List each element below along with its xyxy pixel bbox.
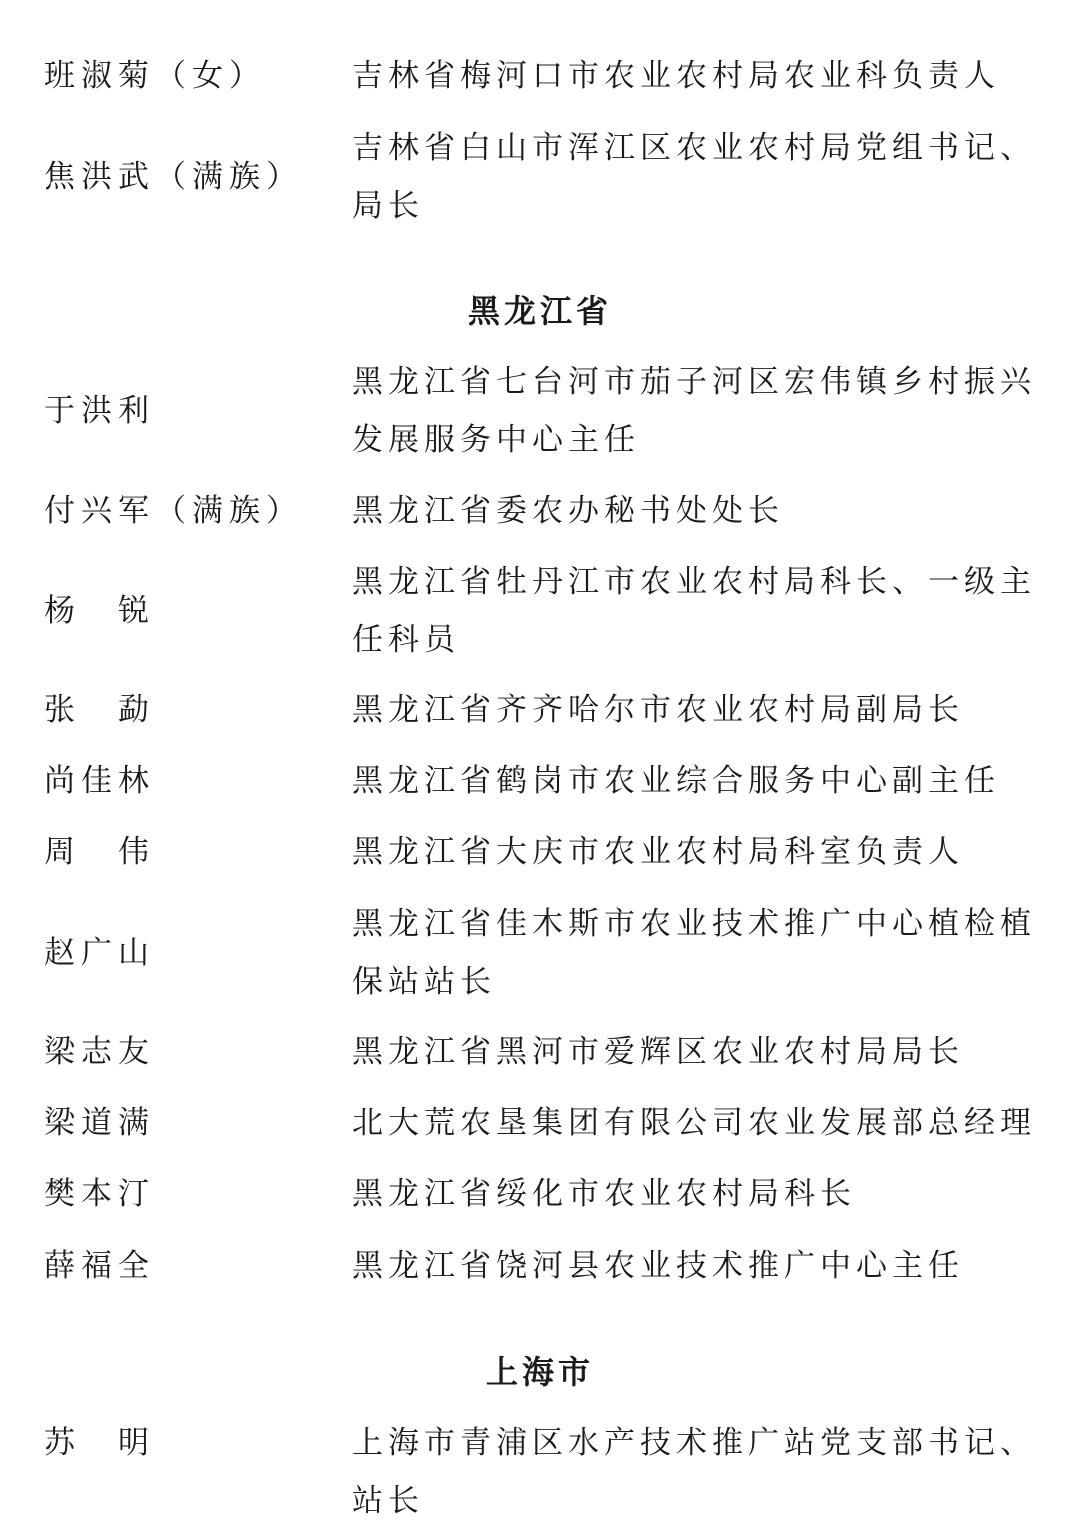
person-duty: 黑龙江省牡丹江市农业农村局科长、一级主任科员 — [352, 564, 1036, 658]
person-name: 班淑菊（女） — [44, 58, 266, 94]
person-name: 杨 锐 — [44, 593, 155, 629]
person-duty: 黑龙江省黑河市爱辉区农业农村局局长 — [352, 1034, 964, 1070]
person-duty: 黑龙江省佳木斯市农业技术推广中心植检植保站站长 — [352, 906, 1036, 1000]
person-duty: 吉林省白山市浑江区农业农村局党组书记、局长 — [352, 130, 1036, 224]
person-duty: 吉林省梅河口市农业农村局农业科负责人 — [352, 58, 1000, 94]
person-name: 周 伟 — [44, 834, 155, 870]
person-name: 于洪利 — [44, 393, 155, 429]
person-name: 尚佳林 — [44, 763, 155, 799]
person-name: 梁道满 — [44, 1105, 155, 1141]
person-name: 梁志友 — [44, 1034, 155, 1070]
person-duty: 北大荒农垦集团有限公司农业发展部总经理 — [352, 1105, 1036, 1141]
person-duty: 黑龙江省大庆市农业农村局科室负责人 — [352, 834, 964, 870]
person-name: 苏 明 — [44, 1425, 155, 1461]
person-duty: 黑龙江省七台河市茄子河区宏伟镇乡村振兴发展服务中心主任 — [352, 364, 1036, 458]
person-name: 焦洪武（满族） — [44, 159, 303, 195]
person-name: 樊本汀 — [44, 1176, 155, 1212]
section-heading-shanghai: 上海市 — [485, 1353, 594, 1391]
section-heading-heilongjiang: 黑龙江省 — [467, 292, 612, 330]
person-duty: 黑龙江省饶河县农业技术推广中心主任 — [352, 1248, 964, 1284]
person-name: 张 勐 — [44, 692, 155, 728]
person-name: 赵广山 — [44, 935, 155, 971]
person-duty: 黑龙江省齐齐哈尔市农业农村局副局长 — [352, 692, 964, 728]
person-name: 薛福全 — [44, 1248, 155, 1284]
person-duty: 黑龙江省鹤岗市农业综合服务中心副主任 — [352, 763, 1000, 799]
person-duty: 上海市青浦区水产技术推广站党支部书记、站长 — [352, 1425, 1036, 1519]
person-name: 付兴军（满族） — [44, 493, 303, 529]
person-duty: 黑龙江省绥化市农业农村局科长 — [352, 1176, 856, 1212]
person-duty: 黑龙江省委农办秘书处处长 — [352, 493, 784, 529]
